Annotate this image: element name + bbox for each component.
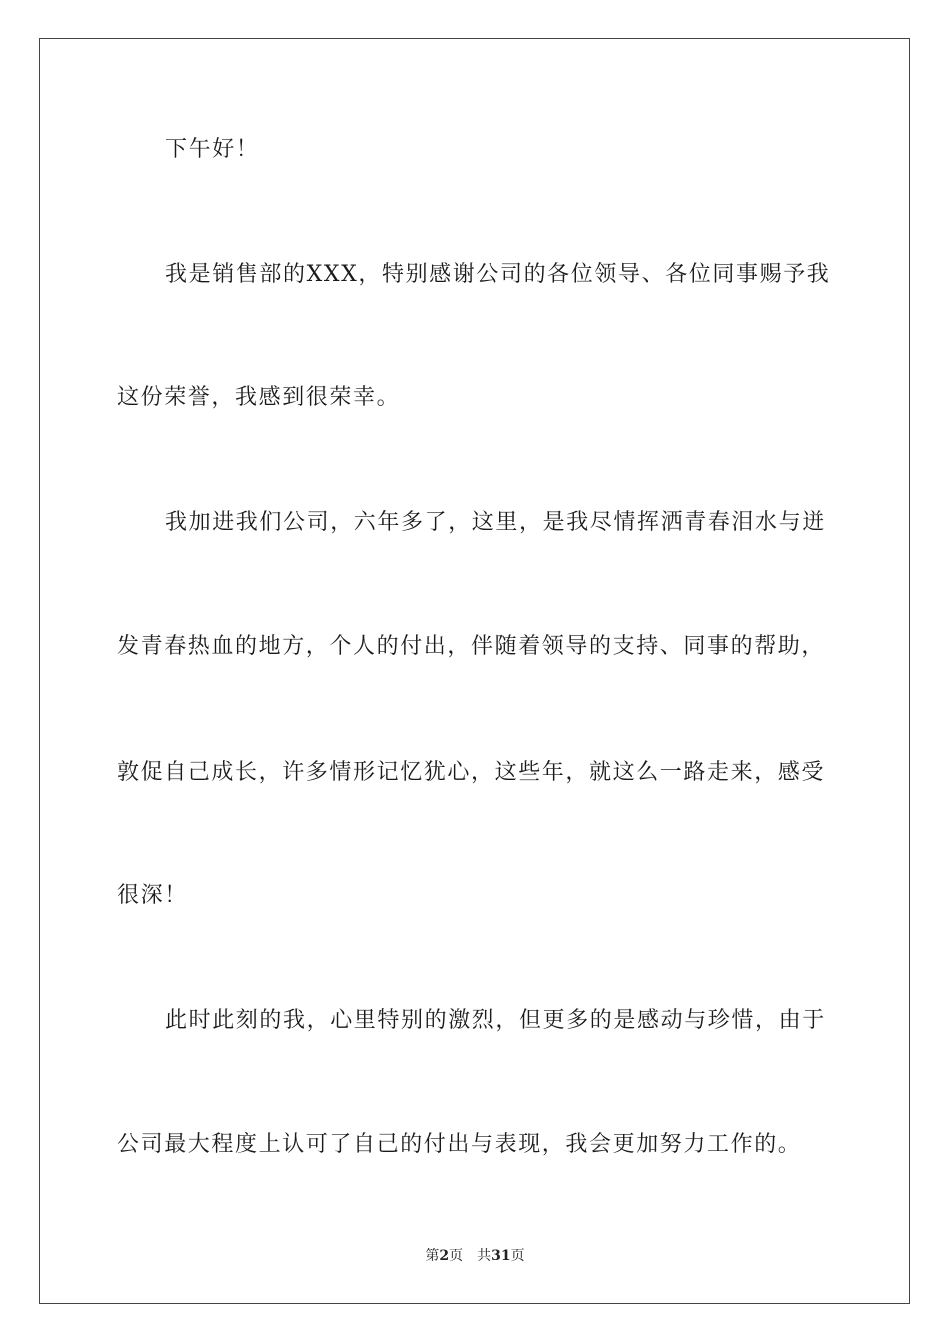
page-footer (0, 1247, 950, 1265)
paragraph-3-line-1: 此时此刻的我，心里特别的激烈，但更多的是感动与珍惜，由于 (165, 1008, 826, 1033)
page-number: 2 (439, 1248, 450, 1264)
paragraph-2-line-4: 很深！ (117, 883, 188, 908)
paragraph-2-line-1: 我加进我们公司，六年多了，这里，是我尽情挥洒青春泪水与迸 (165, 510, 826, 535)
paragraph-1-line-2: 这份荣誉，我感到很荣幸。 (117, 385, 401, 410)
page-suffix: 页 (449, 1248, 464, 1264)
total-suffix: 页 (510, 1248, 525, 1264)
page-border (39, 38, 910, 1304)
paragraph-2-line-3: 敦促自己成长，许多情形记忆犹心，这些年，就这么一路走来，感受 (117, 760, 826, 785)
greeting-line: 下午好！ (165, 137, 260, 162)
page-prefix: 第 (425, 1248, 440, 1264)
total-prefix: 共 (477, 1248, 492, 1264)
total-pages: 31 (491, 1248, 511, 1264)
paragraph-1-line-1: 我是销售部的XXX，特别感谢公司的各位领导、各位同事赐予我 (165, 262, 831, 287)
paragraph-3-line-2: 公司最大程度上认可了自己的付出与表现，我会更加努力工作的。 (117, 1132, 802, 1157)
paragraph-2-line-2: 发青春热血的地方，个人的付出，伴随着领导的支持、同事的帮助， (117, 634, 826, 659)
